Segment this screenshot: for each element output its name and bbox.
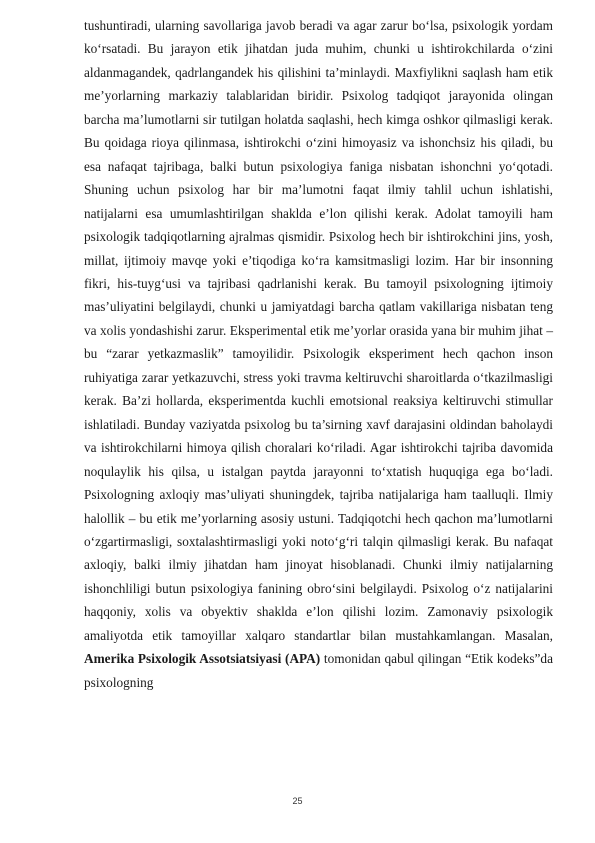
page-number: 25 <box>292 796 303 806</box>
body-text <box>84 14 553 694</box>
paragraph-text: tushuntiradi, ularning savollariga javob beradi va agar zarur bo‘lsa, psixologik yordam ko‘rsatadi. Bu jarayon etik jihatdan juda muhim, chunki u ishtirokchilarda o‘zini aldanmagandek, qadrlangandek his qilishini ta’minlaydi. Maxfiylikni saqlash ham etik me’yorlarning markaziy talablaridan biridir. Psixolog tadqiqot jarayonida olingan barcha ma’lumotlarni sir tutilgan holatda saqlashi, hech kimga oshkor qilmasligi kerak. Bu qoidaga rioya qilinmasa, ishtirokchi o‘zini himoyasiz va ishonchsiz his qiladi, bu esa nafaqat tajribaga, balki butun psixologiya faniga nisbatan ishonchni yo‘qotadi. Shuning uchun psixolog har bir ma’lumotni faqat ilmiy tahlil uchun ishlatishi, natijalarni esa umumlashtirilgan shaklda e’lon qilishi kerak. Adolat tamoyili ham psixologik tadqiqotlarning ajralmas qismidir. Psixolog hech bir ishtirokchini jins, yosh, millat, ijtimoiy mavqe yoki e’tiqodiga ko‘ra kamsitmasligi lozim. Har bir insonning fikri, his-tuyg‘usi va tajribasi qadrlanishi kerak. Bu tamoyil psixologning ijtimoiy mas’uliyatini belgilaydi, chunki u jamiyatdagi barcha qatlam vakillariga nisbatan teng va xolis yondashishi zarur. Eksperimental etik me’yorlar orasida yana bir muhim jihat – bu “zarar yetkazmaslik” tamoyilidir. Psixologik eksperiment hech qachon inson ruhiyatiga zarar yetkazuvchi, stress yoki travma keltiruvchi sharoitlarda o‘tkazilmasligi kerak. Ba’zi hollarda, eksperimentda kuchli emotsional reaksiya keltiruvchi stimullar ishlatiladi. Bunday vaziyatda psixolog bu ta’sirning xavf darajasini oldindan baholaydi va ishtirokchilarni himoya qilish choralari ko‘riladi. Agar ishtirokchi tajriba davomida noqulaylik his qilsa, u istalgan paytda jarayonni to‘xtatish huquqiga ega bo‘ladi. Psixologning axloqiy mas’uliyati shuningdek, tajriba natijalariga ham taalluqli. Ilmiy halollik – bu etik me’yorlarning asosiy ustuni. Tadqiqotchi hech qachon ma’lumotlarni o‘zgartirmasligi, soxtalashtirmasligi yoki noto‘g‘ri talqin qilmasligi kerak. Bu nafaqat axloqiy, balki ilmiy jihatdan ham jinoyat hisoblanadi. Chunki ilmiy natijalarning ishonchliligi butun psixologiya fanining obro‘sini belgilaydi. Psixolog o‘z natijalarini haqqoniy, xolis va obyektiv shaklda e’lon qilishi lozim. Zamonaviy psixologik amaliyotda etik tamoyillar xalqaro standartlar bilan mustahkamlangan. Masalan, <box>84 18 553 643</box>
paragraph <box>84 14 553 694</box>
paragraph-text-end: tomonidan qabul qilingan “Etik kodeks”da psixologning <box>84 651 553 690</box>
apa-organization-name: Amerika Psixologik Assotsiatsiyasi (APA) <box>84 651 321 667</box>
